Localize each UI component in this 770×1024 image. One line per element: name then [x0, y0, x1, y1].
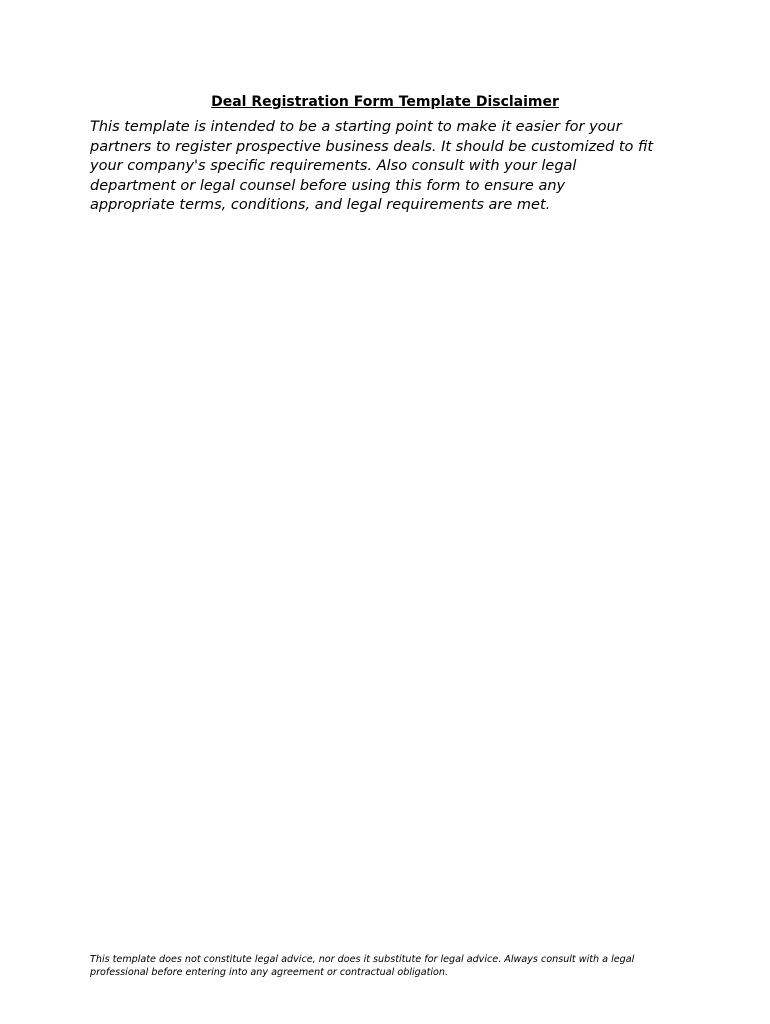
disclaimer-line: department or legal counsel before using this form to ensure any: [90, 177, 566, 194]
disclaimer-line: partners to register prospective business deals. It should be customized to fit: [90, 138, 654, 155]
disclaimer-line: appropriate terms, conditions, and legal requirements are met.: [90, 197, 551, 214]
disclaimer-line: This template is intended to be a starting point to make it easier for your: [90, 119, 622, 135]
legal-footer: [90, 953, 710, 979]
document-title: Deal Registration Form Template Disclaimer: [211, 94, 559, 110]
footer-line: professional before entering into any agreement or contractual obligation.: [90, 967, 449, 978]
disclaimer-line: your company's specific requirements. Also consult with your legal: [90, 158, 577, 175]
disclaimer-body: [90, 118, 690, 216]
footer-line: This template does not constitute legal advice, nor does it substitute for legal advice. Always consult with a legal: [90, 954, 635, 965]
